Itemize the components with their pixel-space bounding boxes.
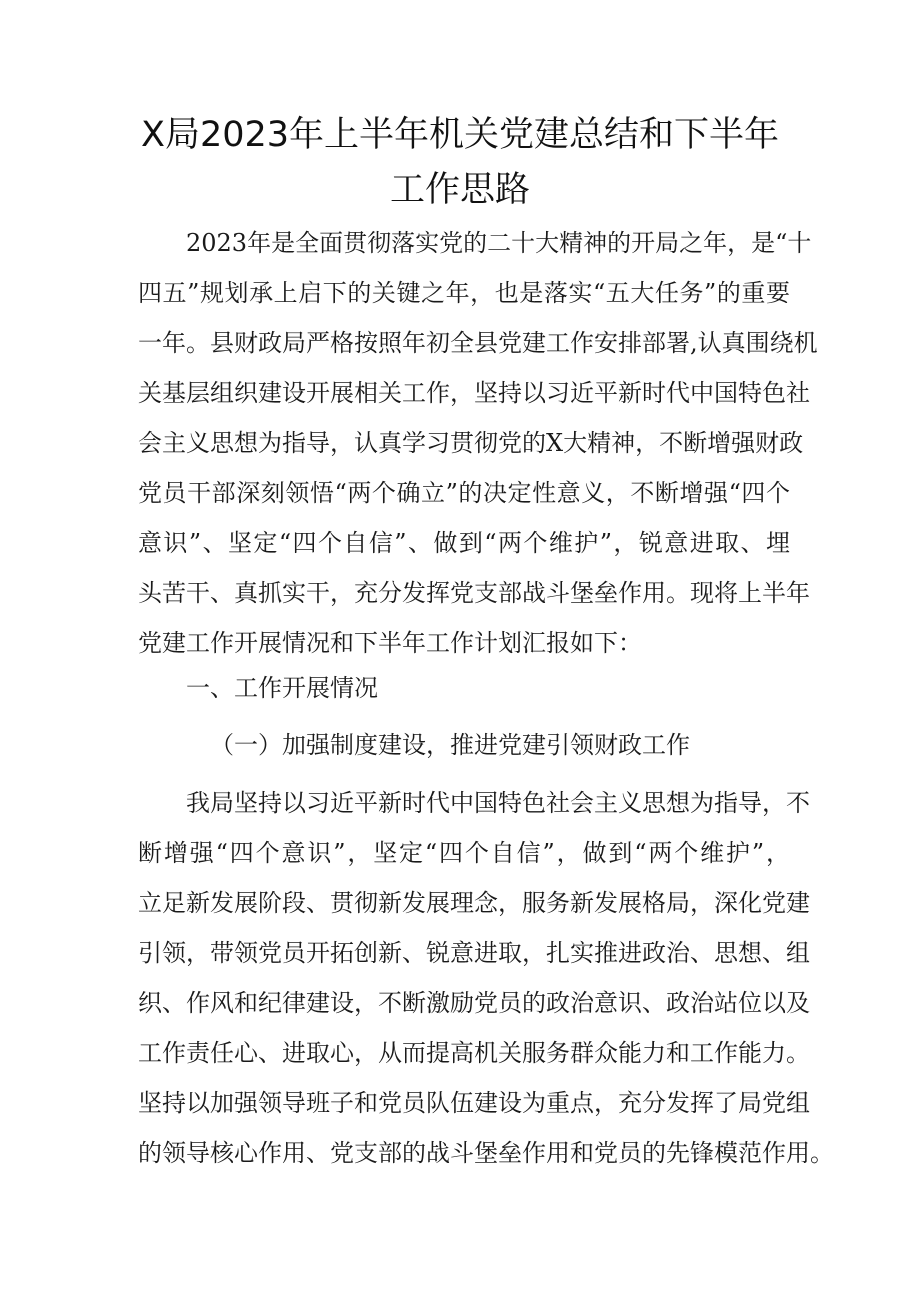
- body-paragraph-line: 坚持以加强领导班子和党员队伍建设为重点，充分发挥了局党组: [138, 1089, 810, 1117]
- body-paragraph-line: 织、作风和纪律建设，不断激励党员的政治意识、政治站位以及: [138, 989, 810, 1017]
- intro-paragraph-line: 意识”、坚定“四个自信”、做到“两个维护”，锐意进取、埋: [138, 529, 790, 557]
- body-paragraph-line: 立足新发展阶段、贯彻新发展理念，服务新发展格局，深化党建: [138, 889, 810, 917]
- document-title-line-1: X局2023年上半年机关党建总结和下半年: [140, 115, 780, 155]
- body-paragraph-line: 我局坚持以习近平新时代中国特色社会主义思想为指导，不: [186, 789, 810, 817]
- intro-paragraph-line: 关基层组织建设开展相关工作，坚持以习近平新时代中国特色社: [138, 379, 810, 407]
- body-paragraph-line: 引领，带领党员开拓创新、锐意进取，扎实推进政治、思想、组: [138, 939, 810, 967]
- intro-paragraph-line: 头苦干、真抓实干，充分发挥党支部战斗堡垒作用。现将上半年: [138, 579, 810, 607]
- section-heading: 一、工作开展情况: [186, 674, 378, 702]
- intro-paragraph-line: 2023年是全面贯彻落实党的二十大精神的开局之年，是“十: [186, 229, 812, 257]
- body-paragraph-line: 断增强“四个意识”，坚定“四个自信”，做到“两个维护”，: [138, 839, 790, 867]
- intro-paragraph-line: 四五”规划承上启下的关键之年，也是落实“五大任务”的重要: [138, 279, 790, 307]
- document-title-line-2: 工作思路: [389, 170, 530, 210]
- intro-paragraph-line: 党建工作开展情况和下半年工作计划汇报如下：: [138, 629, 642, 657]
- intro-paragraph-line: 党员干部深刻领悟“两个确立”的决定性意义，不断增强“四个: [138, 479, 790, 507]
- intro-paragraph-line: 会主义思想为指导，认真学习贯彻党的X大精神，不断增强财政: [138, 429, 804, 457]
- subsection-heading: （一）加强制度建设，推进党建引领财政工作: [210, 731, 690, 759]
- body-paragraph-line: 工作责任心、进取心，从而提高机关服务群众能力和工作能力。: [138, 1039, 810, 1067]
- body-paragraph-line: 的领导核心作用、党支部的战斗堡垒作用和党员的先锋模范作用。: [138, 1139, 834, 1167]
- intro-paragraph-line: 一年。县财政局严格按照年初全县党建工作安排部署,认真围绕机: [138, 329, 818, 357]
